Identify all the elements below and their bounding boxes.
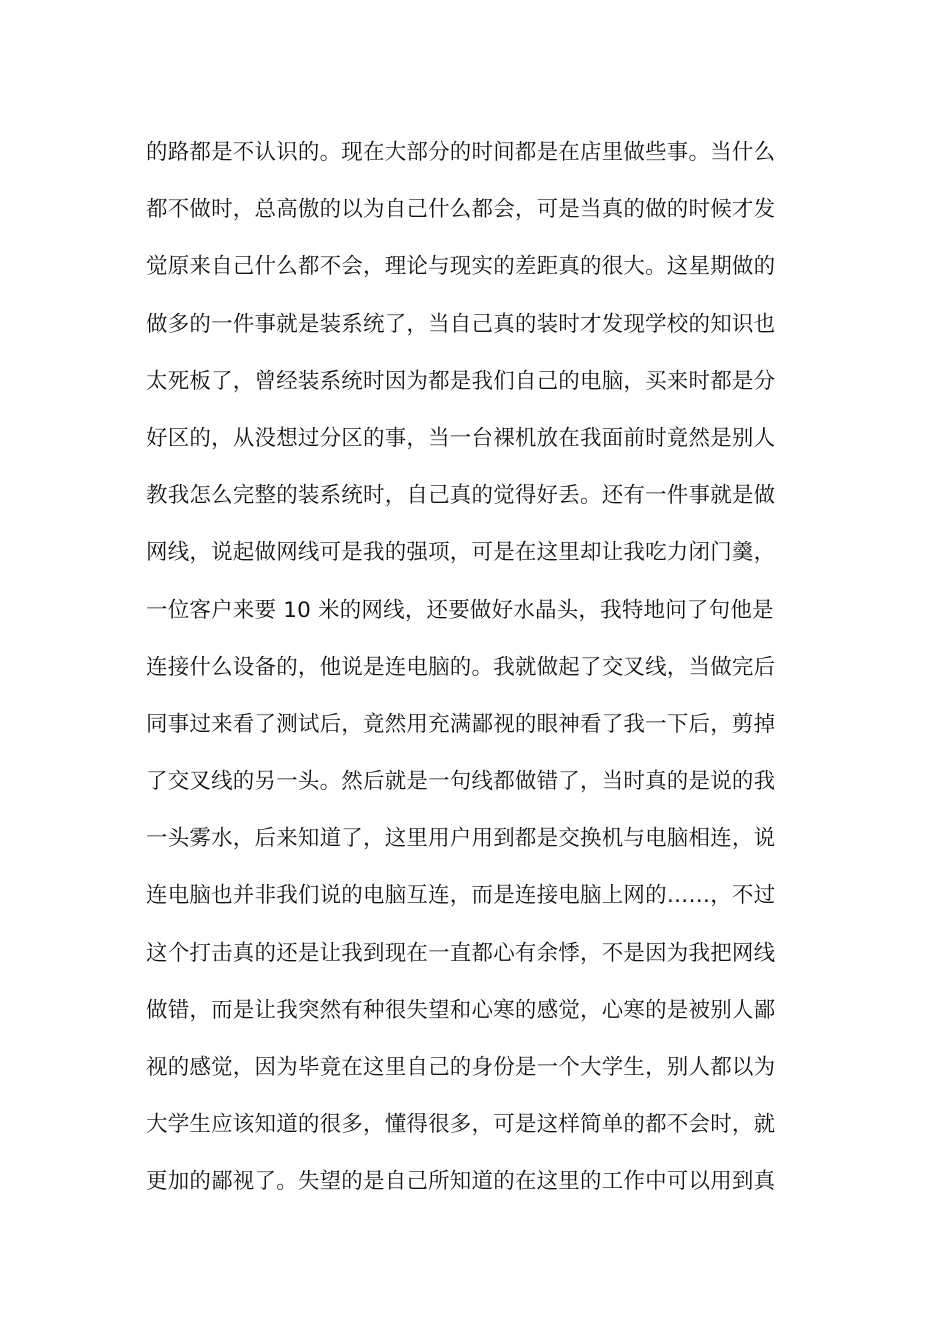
- text-line: 这个打击真的还是让我到现在一直都心有余悸，不是因为我把网线: [146, 940, 776, 966]
- text-line: 好区的，从没想过分区的事，当一台裸机放在我面前时竟然是别人: [146, 425, 776, 451]
- text-line: 网线，说起做网线可是我的强项，可是在这里却让我吃力闭门羹，: [146, 540, 776, 566]
- text-line: 觉原来自己什么都不会，理论与现实的差距真的很大。这星期做的: [146, 254, 776, 280]
- text-line: 都不做时，总高傲的以为自己什么都会，可是当真的做的时候才发: [146, 197, 776, 223]
- text-line: 的路都是不认识的。现在大部分的时间都是在店里做些事。当什么: [146, 140, 776, 165]
- text-line: 更加的鄙视了。失望的是自己所知道的在这里的工作中可以用到真: [146, 1169, 776, 1195]
- text-line: 做错，而是让我突然有种很失望和心寒的感觉，心寒的是被别人鄙: [146, 997, 776, 1023]
- text-line: 连电脑也并非我们说的电脑互连，而是连接电脑上网的……，不过: [146, 883, 776, 909]
- text-line: 太死板了，曾经装系统时因为都是我们自己的电脑，买来时都是分: [146, 368, 776, 394]
- text-line: 做多的一件事就是装系统了，当自己真的装时才发现学校的知识也: [146, 311, 776, 337]
- text-line: 一位客户来要 10 米的网线，还要做好水晶头，我特地问了句他是: [146, 597, 774, 623]
- text-line: 教我怎么完整的装系统时，自己真的觉得好丢。还有一件事就是做: [146, 483, 776, 509]
- text-line: 一头雾水，后来知道了，这里用户用到都是交换机与电脑相连，说: [146, 826, 776, 852]
- text-line: 大学生应该知道的很多，懂得很多，可是这样简单的都不会时，就: [146, 1112, 776, 1138]
- text-line: 同事过来看了测试后，竟然用充满鄙视的眼神看了我一下后，剪掉: [146, 711, 776, 737]
- text-line: 视的感觉，因为毕竟在这里自己的身份是一个大学生，别人都以为: [146, 1055, 776, 1080]
- body-text: [146, 131, 816, 1218]
- text-line: 了交叉线的另一头。然后就是一句线都做错了，当时真的是说的我: [146, 769, 776, 795]
- text-line: 连接什么设备的，他说是连电脑的。我就做起了交叉线，当做完后: [146, 654, 776, 680]
